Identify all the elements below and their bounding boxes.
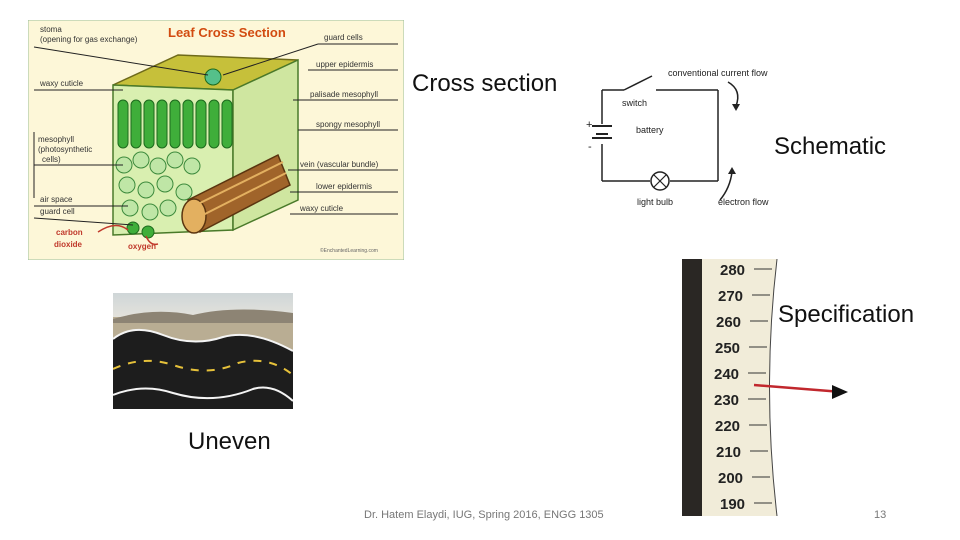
label-light-bulb: light bulb: [637, 197, 674, 207]
tick-260: 260: [716, 314, 742, 331]
label-battery: battery: [636, 125, 664, 135]
label-stoma: stoma: [40, 25, 62, 34]
tick-210: 210: [716, 444, 742, 461]
label-oxygen: oxygen: [128, 242, 157, 251]
label-credit: ©EnchantedLearning.com: [320, 248, 378, 254]
electron-arrowhead: [728, 167, 736, 174]
caption-uneven: Uneven: [188, 428, 271, 455]
label-plus: +: [586, 119, 593, 131]
label-stoma-note: (opening for gas exchange): [40, 35, 138, 44]
caption-schematic: Schematic: [774, 133, 887, 160]
label-upper-epidermis: upper epidermis: [316, 60, 374, 69]
caption-cross-section: Cross section: [412, 70, 558, 97]
slide-page-number: 13: [874, 509, 887, 521]
label-electron-flow: electron flow: [718, 197, 769, 207]
electron-flow-arrow: [720, 172, 732, 200]
caption-specification: Specification: [778, 301, 915, 328]
label-guard-cells: guard cells: [324, 33, 363, 42]
label-carbon: carbon: [56, 228, 83, 237]
circuit-schematic-figure: [582, 62, 802, 212]
uneven-road-photo: [113, 293, 293, 409]
light-bulb-symbol: [651, 172, 669, 190]
label-guard-cell: guard cell: [40, 207, 75, 216]
tick-200: 200: [718, 470, 744, 487]
label-mesophyll-note1: (photosynthetic: [38, 145, 93, 154]
leaf-title: Leaf Cross Section: [168, 25, 286, 40]
tick-240: 240: [714, 366, 740, 383]
label-lower-epidermis: lower epidermis: [316, 182, 373, 191]
palisade-cells: [118, 100, 232, 148]
tick-190: 190: [720, 496, 746, 513]
label-waxy-cuticle-right: waxy cuticle: [300, 204, 344, 213]
conventional-arrowhead: [732, 104, 740, 111]
label-spongy-mesophyll: spongy mesophyll: [316, 120, 381, 129]
label-dioxide: dioxide: [54, 240, 83, 249]
tick-230: 230: [714, 392, 740, 409]
conventional-flow-arrow: [728, 82, 738, 106]
label-palisade-mesophyll: palisade mesophyll: [310, 90, 379, 99]
tick-270: 270: [718, 288, 744, 305]
battery-symbol: [592, 126, 612, 138]
label-mesophyll: mesophyll: [38, 135, 75, 144]
label-switch: switch: [622, 98, 648, 108]
label-waxy-cuticle-left: waxy cuticle: [40, 79, 84, 88]
gauge-dial-photo: [682, 259, 854, 516]
stoma-marker: [205, 69, 221, 85]
label-vein: vein (vascular bundle): [300, 160, 379, 169]
label-minus: -: [588, 141, 592, 153]
tick-220: 220: [715, 418, 741, 435]
tick-250: 250: [715, 340, 741, 357]
label-conventional-flow: conventional current flow: [668, 68, 768, 78]
label-air-space: air space: [40, 195, 73, 204]
tick-280: 280: [720, 262, 746, 279]
label-mesophyll-note2: cells): [42, 155, 61, 164]
leaf-cross-section-figure: [28, 20, 404, 260]
slide-footer: Dr. Hatem Elaydi, IUG, Spring 2016, ENGG 1305: [364, 509, 604, 521]
